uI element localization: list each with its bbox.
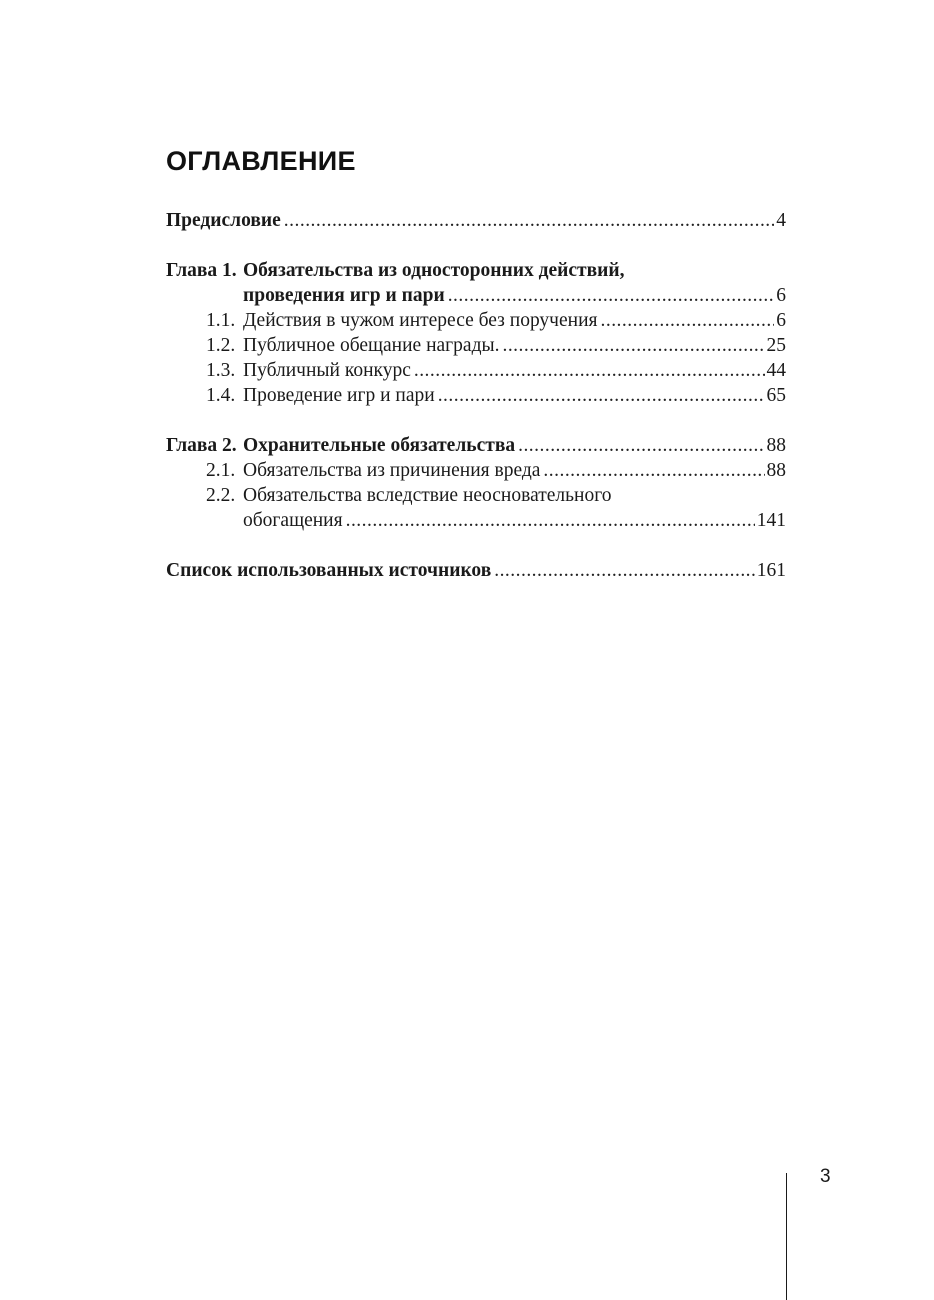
toc-section-number: 2.2.: [206, 485, 236, 506]
dot-leader: [543, 458, 764, 483]
toc-page-number: 44: [766, 360, 786, 381]
toc-section-title-line2: обогащения: [243, 510, 343, 531]
toc-entry-sources[interactable]: [166, 558, 786, 583]
toc-page-number: 6: [776, 285, 786, 306]
dot-leader: [438, 383, 765, 408]
toc-page-number: 88: [766, 435, 786, 456]
toc-chapter-title: Охранительные обязательства: [243, 435, 516, 456]
table-of-contents: [166, 208, 786, 583]
toc-section-number: 2.1.: [206, 460, 236, 481]
toc-section-title: Действия в чужом интересе без поручения: [243, 310, 598, 331]
page-title: ОГЛАВЛЕНИЕ: [166, 146, 356, 176]
toc-section-1-3[interactable]: [166, 358, 786, 383]
toc-page-number: 6: [776, 310, 786, 331]
toc-section-number: 1.3.: [206, 360, 236, 381]
toc-chapter-2-heading[interactable]: [166, 433, 786, 458]
toc-section-2-1[interactable]: [166, 458, 786, 483]
toc-page-number: 141: [756, 510, 786, 531]
toc-section-title: Публичное обещание награды.: [243, 335, 500, 356]
dot-leader: [346, 508, 755, 533]
toc-page-number: 25: [766, 335, 786, 356]
toc-section-1-2[interactable]: [166, 333, 786, 358]
toc-section-number: 1.1.: [206, 310, 236, 331]
toc-entry-title: Список использованных источников: [166, 560, 492, 581]
toc-chapter-1-heading-cont[interactable]: [166, 283, 786, 308]
margin-rule: [786, 1173, 787, 1300]
toc-page-number: 161: [756, 560, 786, 581]
toc-chapter-title-line2: проведения игр и пари: [243, 285, 445, 306]
dot-leader: [494, 558, 755, 583]
toc-section-1-1[interactable]: [166, 308, 786, 333]
toc-page-number: 65: [766, 385, 786, 406]
dot-leader: [502, 333, 764, 358]
toc-chapter-1-heading[interactable]: [166, 258, 786, 283]
dot-leader: [518, 433, 764, 458]
toc-section-title: Проведение игр и пари: [243, 385, 435, 406]
toc-chapter-title-line1: Обязательства из односторонних действий,: [243, 260, 625, 281]
dot-leader: [448, 283, 775, 308]
toc-chapter-number: Глава 2.: [166, 435, 237, 456]
toc-entry-title: Предисловие: [166, 210, 281, 231]
toc-section-number: 1.4.: [206, 385, 236, 406]
toc-section-title: Обязательства из причинения вреда: [243, 460, 541, 481]
page-number: 3: [820, 1166, 831, 1187]
toc-chapter-number: Глава 1.: [166, 260, 237, 281]
toc-section-2-2[interactable]: [166, 483, 786, 508]
dot-leader: [601, 308, 775, 333]
toc-page-number: 4: [776, 210, 786, 231]
dot-leader: [414, 358, 765, 383]
toc-page-number: 88: [766, 460, 786, 481]
toc-section-title-line1: Обязательства вследствие неосновательного: [243, 485, 612, 506]
toc-section-number: 1.2.: [206, 335, 236, 356]
toc-section-title: Публичный конкурс: [243, 360, 411, 381]
toc-entry-preface[interactable]: [166, 208, 786, 233]
toc-section-2-2-cont[interactable]: [166, 508, 786, 533]
dot-leader: [284, 208, 774, 233]
toc-section-1-4[interactable]: [166, 383, 786, 408]
